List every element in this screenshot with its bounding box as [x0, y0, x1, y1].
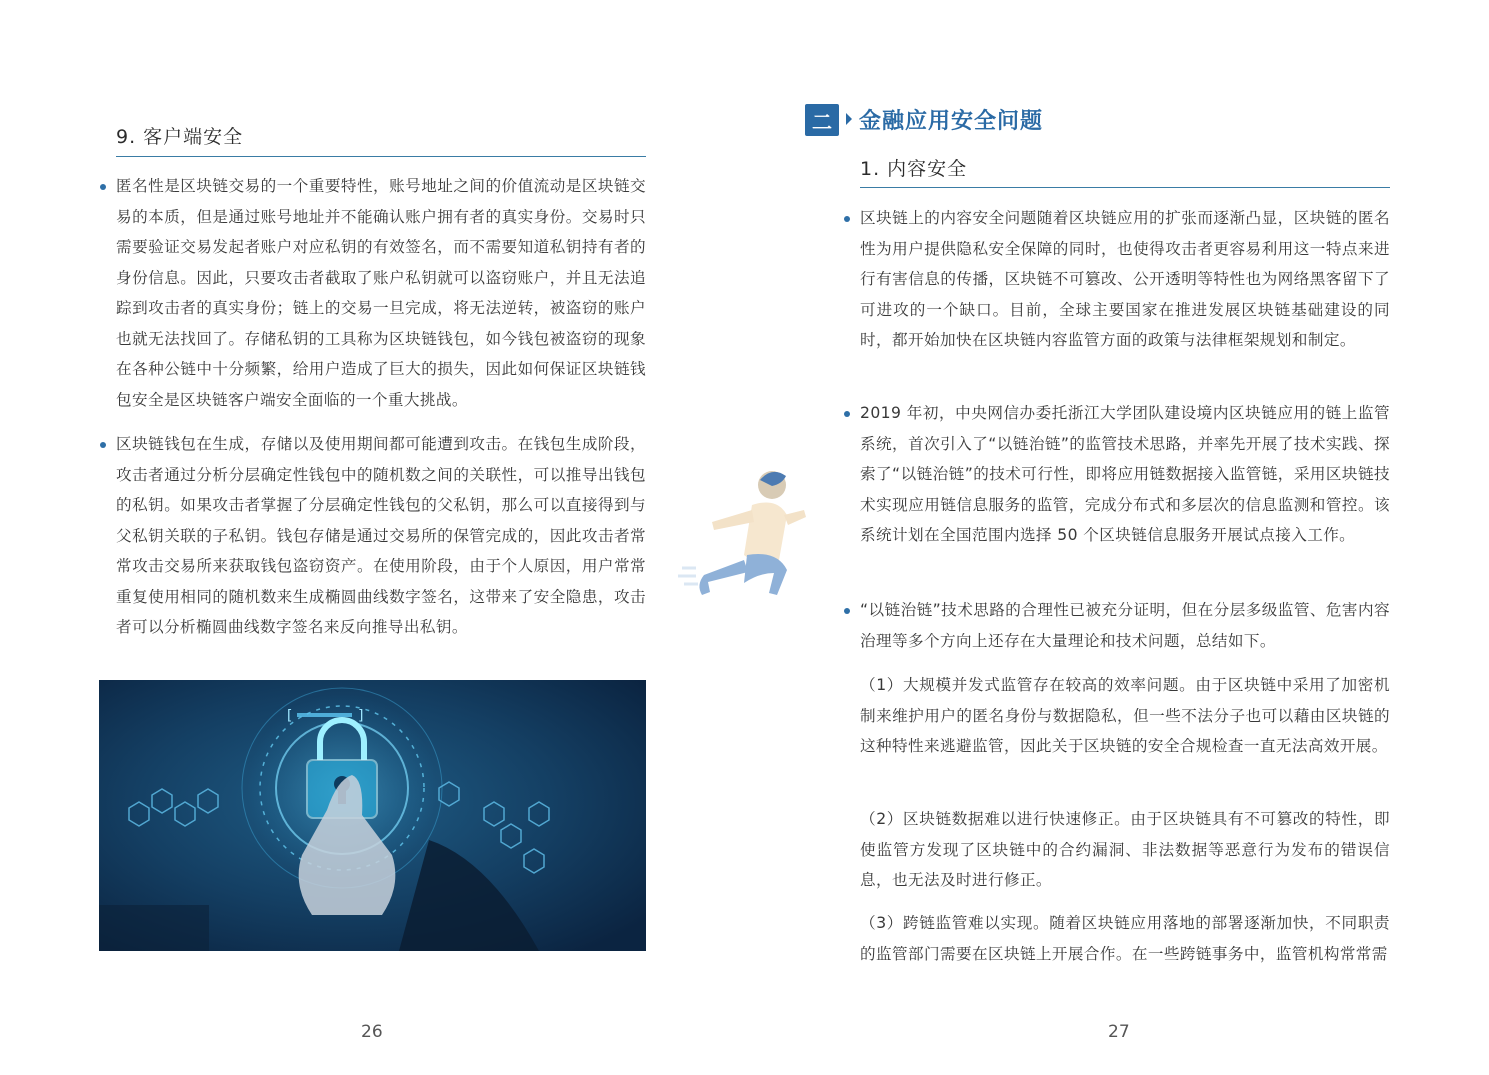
section-number-badge: 二	[805, 104, 839, 136]
bullet-paragraph: 区块链钱包在生成，存储以及使用期间都可能遭到攻击。在钱包生成阶段，攻击者通过分析分层确定性钱包中的随机数之间的关联性，可以推导出钱包的私钥。如果攻击者掌握了分层确定性钱包的父私钥，那么可以直接得到与父私钥关联的子私钥。钱包存储是通过交易所的保管完成的，因此攻击者常常攻击交易所来获取钱包盗窃资产。在使用阶段，由于个人原因，用户常常重复使用相同的随机数来生成椭圆曲线数字签名，这带来了安全隐患，攻击者可以分析椭圆曲线数字签名来反向推导出私钥。	[116, 435, 646, 636]
bullet-dot	[844, 411, 850, 417]
numbered-item: （2）区块链数据难以进行快速修正。由于区块链具有不可篡改的特性，即使监管方发现了区块链中的合约漏洞、非法数据等恶意行为发布的错误信息，也无法及时进行修正。	[860, 810, 1390, 889]
bullet-dot	[100, 442, 106, 448]
security-lock-illustration	[99, 680, 646, 951]
bullet-dot	[844, 216, 850, 222]
section-arrow-icon	[846, 113, 852, 125]
heading-rule	[116, 156, 646, 157]
bullet-paragraph: 2019 年初，中央网信办委托浙江大学团队建设境内区块链应用的链上监管系统，首次引入了“以链治链”的监管技术思路，并率先开展了技术实践、探索了“以链治链”的技术可行性，即将应用链数据接入监管链，采用区块链技术实现应用链信息服务的监管，完成分布式和多层次的信息监测和管控。该系统计划在全国范围内选择 50 个区块链信息服务开展试点接入工作。	[860, 404, 1390, 544]
svg-text:]: ]	[357, 708, 366, 724]
section-heading-client-security: 9. 客户端安全	[116, 126, 244, 148]
heading-rule	[860, 187, 1390, 188]
bullet-paragraph: “以链治链”技术思路的合理性已被充分证明，但在分层多级监管、危害内容治理等多个方向上还存在大量理论和技术问题，总结如下。	[860, 601, 1390, 650]
section-title: 金融应用安全问题	[859, 109, 1044, 134]
running-person-illustration	[672, 460, 822, 610]
bullet-paragraph: 区块链上的内容安全问题随着区块链应用的扩张而逐渐凸显，区块链的匿名性为用户提供隐私安全保障的同时，也使得攻击者更容易利用这一特点来进行有害信息的传播，区块链不可篡改、公开透明等特性也为网络黑客留下了可进攻的一个缺口。目前，全球主要国家在推进发展区块链基础建设的同时，都开始加快在区块链内容监管方面的政策与法律框架规划和制定。	[860, 209, 1390, 349]
page-number: 26	[361, 1022, 383, 1042]
bullet-paragraph: 匿名性是区块链交易的一个重要特性，账号地址之间的价值流动是区块链交易的本质，但是通过账号地址并不能确认账户拥有者的真实身份。交易时只需要验证交易发起者账户对应私钥的有效签名，而不需要知道私钥持有者的身份信息。因此，只要攻击者截取了账户私钥就可以盗窃账户，并且无法追踪到攻击者的真实身份；链上的交易一旦完成，将无法逆转，被盗窃的账户也就无法找回了。存储私钥的工具称为区块链钱包，如今钱包被盗窃的现象在各种公链中十分频繁，给用户造成了巨大的损失，因此如何保证区块链钱包安全是区块链客户端安全面临的一个重大挑战。	[116, 177, 646, 409]
numbered-item: （1）大规模并发式监管存在较高的效率问题。由于区块链中采用了加密机制来维护用户的匿名身份与数据隐私，但一些不法分子也可以藉由区块链的这种特性来逃避监管，因此关于区块链的安全合规检查一直无法高效开展。	[860, 676, 1390, 755]
bullet-dot	[100, 184, 106, 190]
section-heading-content-security: 1. 内容安全	[860, 158, 968, 180]
page-number: 27	[1108, 1022, 1130, 1042]
bullet-dot	[844, 608, 850, 614]
numbered-item: （3）跨链监管难以实现。随着区块链应用落地的部署逐渐加快，不同职责的监管部门需要在区块链上开展合作。在一些跨链事务中，监管机构常常需	[860, 914, 1390, 963]
svg-text:[: [	[285, 708, 294, 724]
